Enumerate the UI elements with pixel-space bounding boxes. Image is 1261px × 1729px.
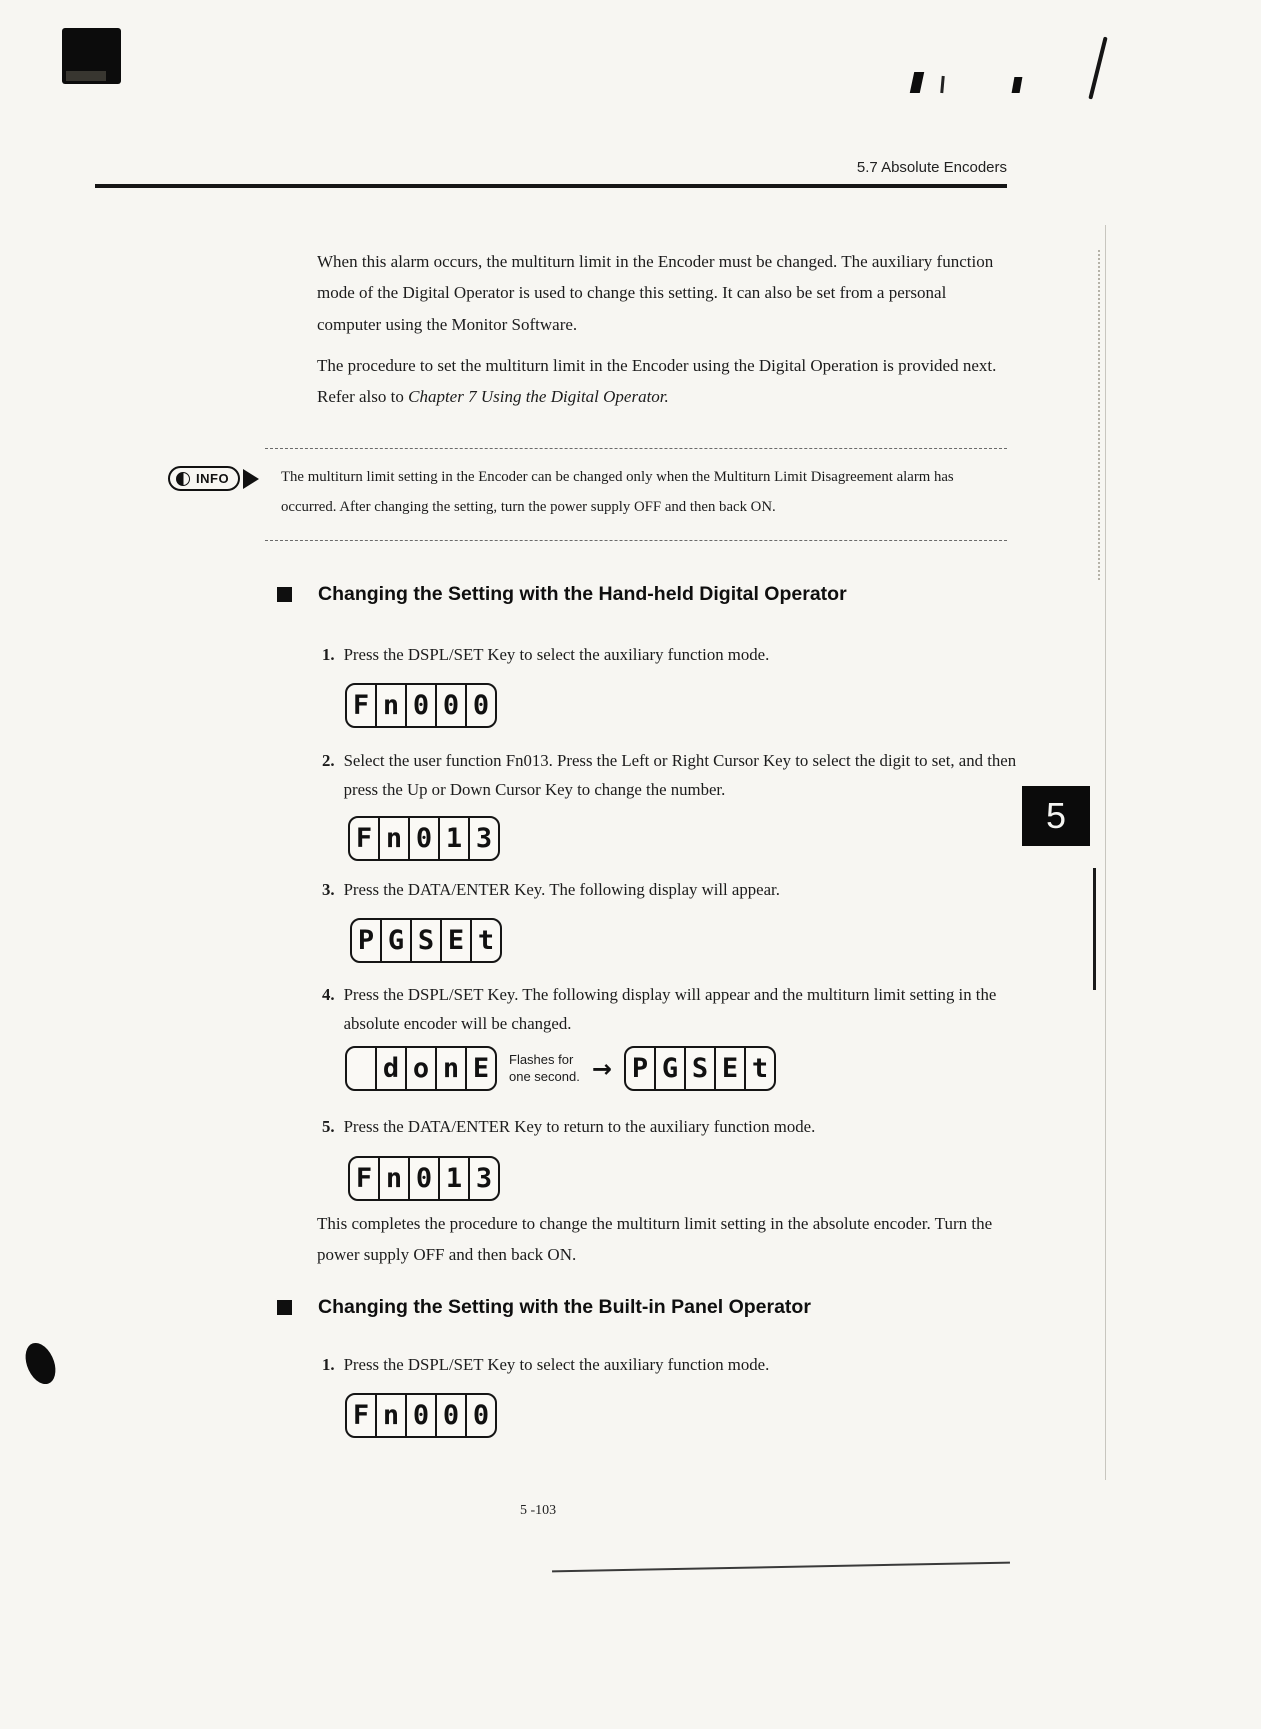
step-text: Press the DSPL/SET Key. The following display will appear and the multiturn limit setting in the absolute encoder will be changed. bbox=[343, 985, 997, 1033]
display-char: F bbox=[352, 690, 370, 721]
scan-blob-top-left bbox=[62, 28, 121, 84]
info-label: INFO bbox=[196, 471, 230, 486]
step-2 bbox=[322, 747, 1022, 805]
scan-mark-icon bbox=[940, 76, 944, 93]
display-char: n bbox=[378, 818, 408, 859]
section1-closing: This completes the procedure to change the multiturn limit setting in the absolute encoder. Turn the power supply OFF and then back ON. bbox=[317, 1214, 993, 1265]
display-char: t bbox=[744, 1048, 774, 1089]
seven-segment-display-fn013-2 bbox=[348, 1156, 500, 1201]
step-number: 2. bbox=[322, 751, 335, 770]
info-pill bbox=[168, 466, 240, 491]
display-char bbox=[347, 1048, 375, 1089]
display-char: E bbox=[714, 1048, 744, 1089]
display-char: n bbox=[378, 1158, 408, 1199]
arrow-right-icon: → bbox=[591, 1054, 612, 1083]
display-char: d bbox=[375, 1048, 405, 1089]
display-char: 1 bbox=[438, 1158, 468, 1199]
flash-note bbox=[509, 1052, 580, 1086]
page-number: 5 -103 bbox=[520, 1503, 557, 1518]
display-char: 0 bbox=[405, 685, 435, 726]
display-char: S bbox=[410, 920, 440, 961]
display-char: S bbox=[684, 1048, 714, 1089]
display-char: G bbox=[654, 1048, 684, 1089]
step-text: Press the DATA/ENTER Key. The following display will appear. bbox=[343, 880, 780, 899]
step-3 bbox=[322, 876, 1022, 905]
info-pointer-icon bbox=[243, 469, 259, 489]
seven-segment-display-fn000-2 bbox=[345, 1393, 497, 1438]
intro-paragraph-2-text: The procedure to set the multiturn limit in the Encoder using the Digital Operation is provided next. Refer also to bbox=[317, 356, 997, 407]
running-header: 5.7 Absolute Encoders bbox=[856, 159, 1007, 176]
section-bullet-icon bbox=[277, 1300, 292, 1315]
scan-edge-line bbox=[1105, 225, 1106, 1480]
seven-segment-display-done bbox=[345, 1046, 497, 1091]
intro-paragraph-1: When this alarm occurs, the multiturn limit in the Encoder must be changed. The auxiliary function mode of the Digital Operator is used to change this setting. It can also be set from a personal computer using the Monitor Software. bbox=[317, 252, 994, 334]
scan-blob-bottom-left bbox=[21, 1339, 60, 1388]
step-1-panel bbox=[322, 1351, 1022, 1380]
display-char: n bbox=[375, 685, 405, 726]
scan-bottom-line bbox=[552, 1562, 1010, 1573]
step-text: Press the DATA/ENTER Key to return to the auxiliary function mode. bbox=[343, 1117, 816, 1136]
step-text: Select the user function Fn013. Press the Left or Right Cursor Key to select the digit to set, and then press the Up or Down Cursor Key to change the number. bbox=[343, 751, 1017, 799]
display-char: 0 bbox=[465, 685, 495, 726]
chapter-tab: 5 bbox=[1022, 786, 1090, 846]
info-rule-top bbox=[265, 448, 1007, 449]
pencil-icon bbox=[176, 472, 190, 486]
section-title-1: Changing the Setting with the Hand-held Digital Operator bbox=[318, 583, 847, 605]
seven-segment-display-fn000 bbox=[345, 683, 497, 728]
display-char: 3 bbox=[468, 1158, 498, 1199]
info-tag bbox=[168, 466, 259, 491]
flash-note-line-2: one second. bbox=[509, 1068, 580, 1084]
display-char: F bbox=[352, 1400, 370, 1431]
step-number: 4. bbox=[322, 985, 335, 1004]
display-char: P bbox=[357, 925, 375, 956]
header-rule bbox=[95, 184, 1007, 188]
info-rule-bottom bbox=[265, 540, 1007, 541]
step-4 bbox=[322, 981, 1022, 1039]
display-char: 0 bbox=[405, 1395, 435, 1436]
scan-mark-icon bbox=[1012, 77, 1023, 93]
display-char: 3 bbox=[468, 818, 498, 859]
display-char: 0 bbox=[408, 818, 438, 859]
display-char: 0 bbox=[435, 685, 465, 726]
display-char: G bbox=[380, 920, 410, 961]
scan-mark-icon bbox=[910, 72, 924, 93]
display-char: t bbox=[470, 920, 500, 961]
display-char: P bbox=[631, 1053, 649, 1084]
section-title-2: Changing the Setting with the Built-in Panel Operator bbox=[318, 1296, 811, 1318]
scan-edge-dots bbox=[1098, 250, 1100, 580]
step-number: 5. bbox=[322, 1117, 335, 1136]
display-char: n bbox=[375, 1395, 405, 1436]
step-text: Press the DSPL/SET Key to select the auxiliary function mode. bbox=[343, 1355, 770, 1374]
seven-segment-display-pgset bbox=[350, 918, 502, 963]
display-char: E bbox=[465, 1048, 495, 1089]
seven-segment-display-fn013 bbox=[348, 816, 500, 861]
display-transition-row bbox=[345, 1046, 776, 1091]
step-5 bbox=[322, 1113, 1022, 1142]
display-char: o bbox=[405, 1048, 435, 1089]
step-1 bbox=[322, 641, 1022, 670]
section-bullet-icon bbox=[277, 587, 292, 602]
chapter-reference: Chapter 7 Using the Digital Operator. bbox=[408, 387, 669, 407]
section-heading-2 bbox=[277, 1296, 811, 1319]
info-note-text: The multiturn limit setting in the Encoder can be changed only when the Multiturn Limit Disagreement alarm has occurred. After changing the setting, turn the power supply OFF and then back ON. bbox=[281, 469, 954, 516]
display-char: E bbox=[440, 920, 470, 961]
display-char: 0 bbox=[408, 1158, 438, 1199]
step-number: 1. bbox=[322, 1355, 335, 1374]
step-text: Press the DSPL/SET Key to select the auxiliary function mode. bbox=[343, 645, 770, 664]
display-char: 0 bbox=[435, 1395, 465, 1436]
seven-segment-display-pgset-2 bbox=[624, 1046, 776, 1091]
display-char: F bbox=[355, 823, 373, 854]
intro-paragraph-2 bbox=[317, 350, 1011, 413]
display-char: 0 bbox=[465, 1395, 495, 1436]
display-char: F bbox=[355, 1163, 373, 1194]
step-number: 3. bbox=[322, 880, 335, 899]
section-heading-1 bbox=[277, 583, 847, 606]
flash-note-line-1: Flashes for bbox=[509, 1051, 574, 1067]
step-number: 1. bbox=[322, 645, 335, 664]
display-char: 1 bbox=[438, 818, 468, 859]
display-char: n bbox=[435, 1048, 465, 1089]
scan-edge-bar bbox=[1093, 868, 1096, 990]
scan-squiggle-top-right bbox=[1088, 36, 1107, 99]
